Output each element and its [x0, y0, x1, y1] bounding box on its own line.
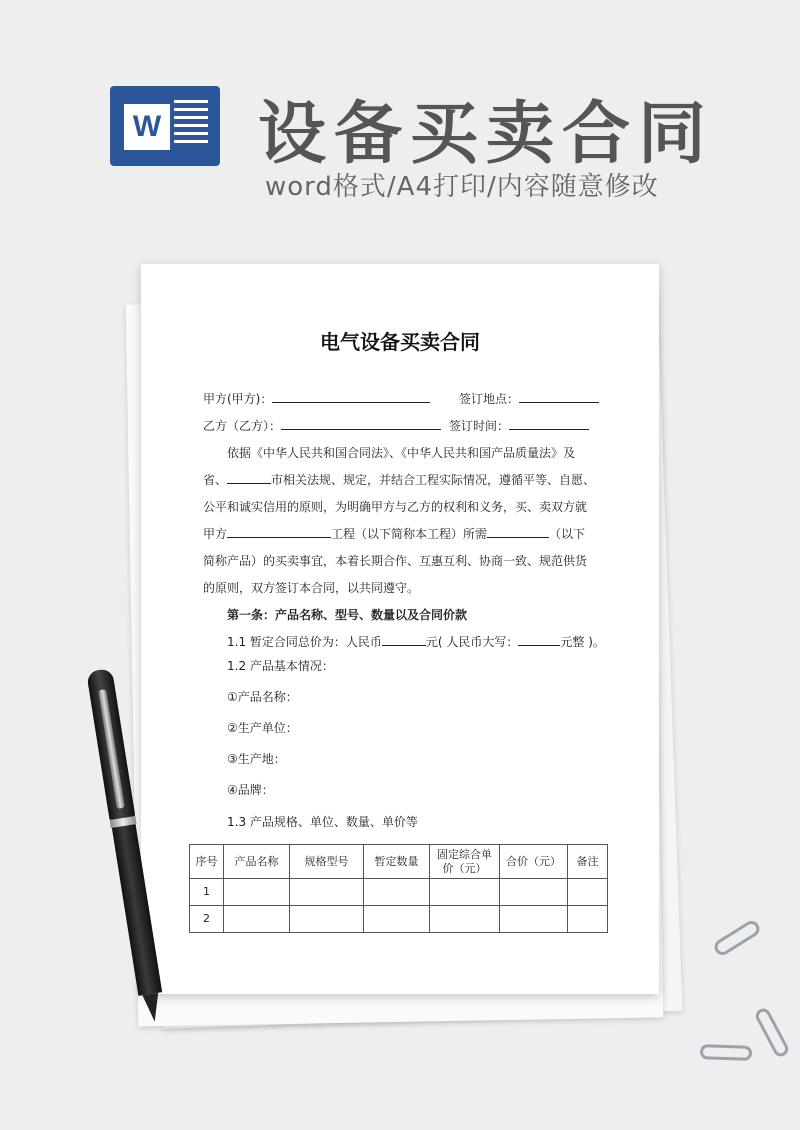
sign-time-label: 签订时间：	[449, 419, 510, 433]
table-cell	[500, 906, 568, 933]
table-cell	[364, 879, 430, 906]
sign-place-line	[459, 391, 599, 407]
party-a-blank	[272, 391, 430, 403]
para1-line6: 的原则，双方签订本合同，以共同遵守。	[203, 581, 420, 595]
paper-clip-icon	[700, 1044, 752, 1061]
party-a-label: 甲方(甲方)：	[203, 392, 273, 406]
party-b-blank	[281, 418, 441, 430]
document-lines-icon	[174, 100, 208, 152]
table-header-cell: 备注	[568, 845, 608, 879]
table-header-cell: 规格型号	[290, 845, 364, 879]
table-header-cell: 暂定数量	[364, 845, 430, 879]
sign-place-blank	[519, 391, 599, 403]
sign-place-label: 签订地点：	[459, 392, 520, 406]
sign-time-blank	[509, 418, 589, 430]
banner-title: 设备买卖合同	[258, 95, 715, 174]
table-cell	[224, 906, 290, 933]
table-header-row	[190, 845, 608, 879]
product-table	[189, 844, 608, 933]
table-cell	[568, 879, 608, 906]
table-cell	[224, 879, 290, 906]
article1-title: 第一条：产品名称、型号、数量以及合同价款	[227, 608, 468, 622]
paper-clip-icon	[753, 1006, 791, 1059]
word-app-icon	[110, 86, 220, 166]
table-cell: 1	[190, 879, 224, 906]
para1-line1: 依据《中华人民共和国合同法》、《中华人民共和国产品质量法》及	[227, 446, 576, 460]
para1-line2: 省、 市相关法规、规定，并结合工程实际情况，遵循平等、自愿、	[203, 473, 596, 487]
table-cell	[290, 879, 364, 906]
para1-line5: 简称产品）的买卖事宜，本着长期合作、互惠互利、协商一致、规范供货	[203, 554, 588, 568]
table-header-cell: 产品名称	[224, 845, 290, 879]
product-name-label: ①产品名称：	[227, 690, 298, 704]
table-header-cell: 合价（元）	[500, 845, 568, 879]
table-cell	[364, 906, 430, 933]
table-cell	[290, 906, 364, 933]
table-cell	[568, 906, 608, 933]
table-row	[190, 879, 608, 906]
item-1-2: 1.2 产品基本情况：	[227, 659, 334, 673]
contract-page	[141, 264, 659, 994]
para1-line4: 甲方 工程（以下简称本工程）所需 （以下	[203, 527, 586, 541]
manufacturer-label: ②生产单位：	[227, 721, 298, 735]
document-title: 电气设备买卖合同	[320, 330, 480, 354]
table-cell: 2	[190, 906, 224, 933]
para1-line3: 公平和诚实信用的原则，为明确甲方与乙方的权利和义务，买、卖双方就	[203, 500, 588, 514]
pen-tip	[142, 993, 162, 1023]
table-row	[190, 906, 608, 933]
table-cell	[430, 906, 500, 933]
table-cell	[500, 879, 568, 906]
table-cell	[430, 879, 500, 906]
banner-subtitle: word格式/A4打印/内容随意修改	[265, 172, 659, 202]
table-header-cell: 固定综合单价（元）	[430, 845, 500, 879]
origin-label: ③生产地：	[227, 752, 286, 766]
party-b-label: 乙方（乙方）：	[203, 419, 282, 433]
item-1-1: 1.1 暂定合同总价为：人民币 元( 人民币大写： 元整 )。	[227, 635, 605, 649]
table-header-cell: 序号	[190, 845, 224, 879]
word-w-letter: W	[124, 104, 170, 150]
sign-time-line	[449, 418, 589, 434]
paper-clip-icon	[712, 918, 763, 958]
brand-label: ④品牌：	[227, 783, 274, 797]
party-b-line	[203, 418, 441, 434]
item-1-3: 1.3 产品规格、单位、数量、单价等	[227, 815, 418, 829]
party-a-line	[203, 391, 430, 407]
